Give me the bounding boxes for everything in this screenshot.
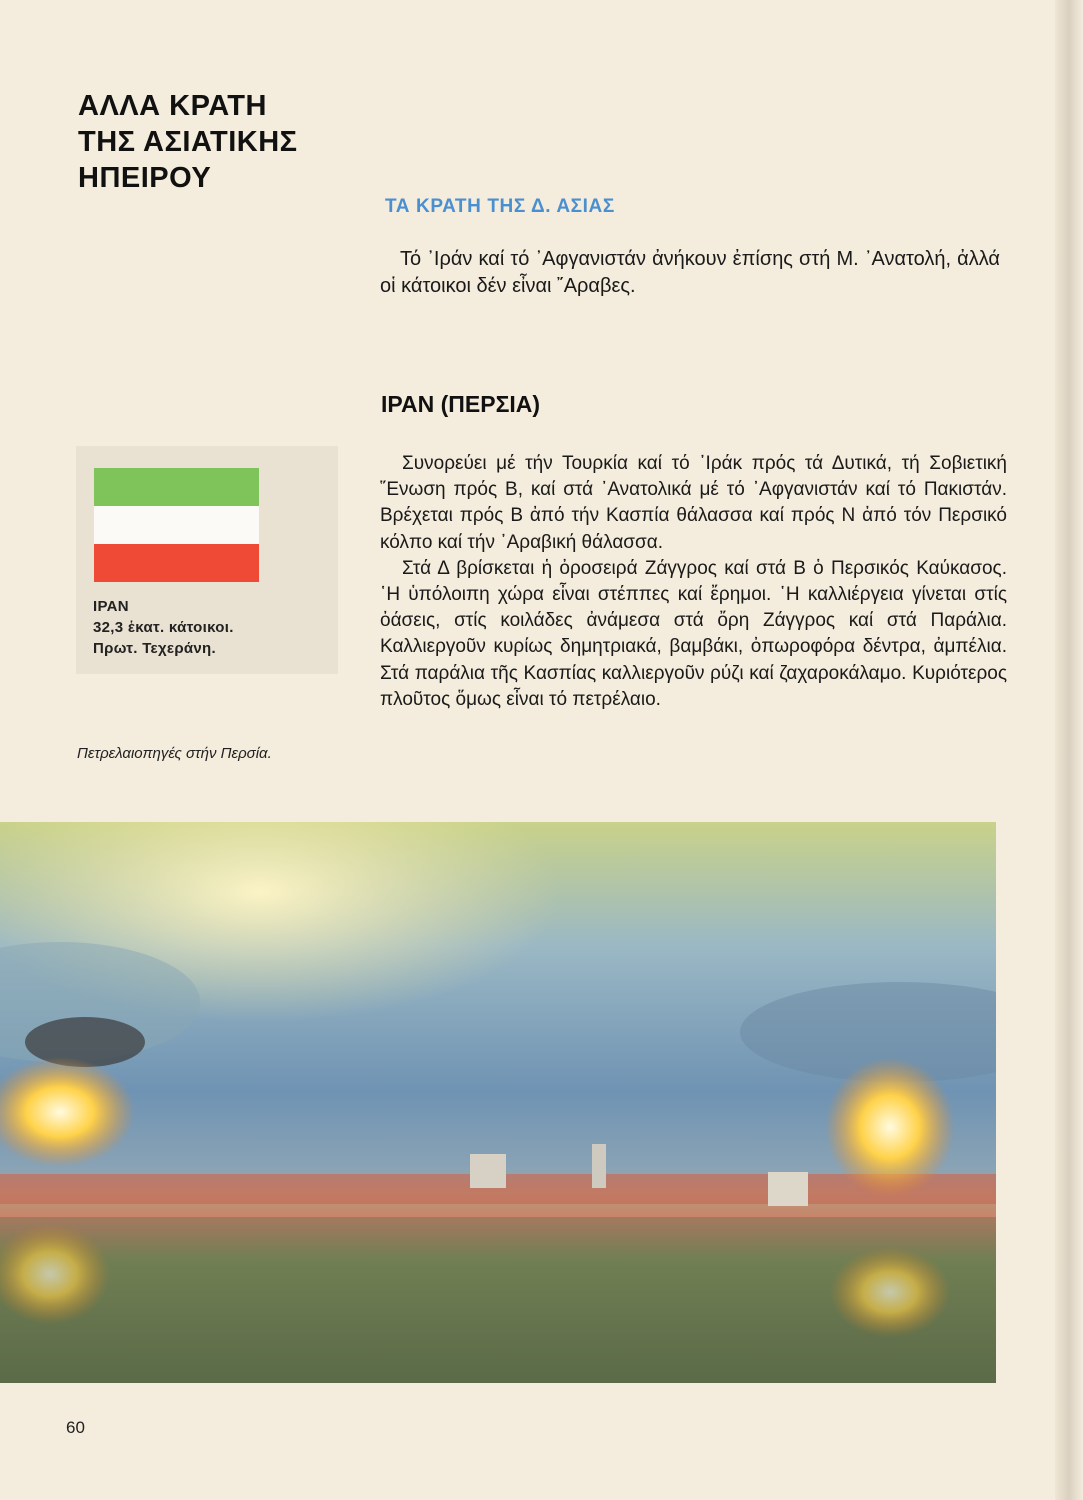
country-capital: Πρωτ. Τεχεράνη. [93,640,216,657]
storage-tank-2 [768,1172,808,1206]
page-number: 60 [66,1418,85,1437]
country-heading: ΙΡΑΝ (ΠΕΡΣΙΑ) [381,391,541,417]
gas-flare-left [0,1057,135,1167]
water-foreground [0,1217,996,1383]
flag-stripe-green [94,468,259,506]
iran-flag [94,468,259,582]
flag-stripe-white [94,506,259,544]
photo-illustration [0,822,996,1383]
photo-caption: Πετρελαιοπηγές στήν Περσία. [77,745,272,762]
body-text [380,451,1007,713]
page-edge [1055,0,1083,1500]
tower [592,1144,606,1188]
gas-flare-right [825,1057,955,1197]
flag-info-box [76,446,338,674]
country-name: ΙΡΑΝ [93,598,129,615]
oil-fields-photo [0,822,996,1383]
section-heading: ΤΑ ΚΡΑΤΗ ΤΗΣ Δ. ΑΣΙΑΣ [385,196,615,217]
country-population: 32,3 ἑκατ. κάτοικοι. [93,619,234,636]
flag-stripe-red [94,544,259,582]
paragraph-borders: Συνορεύει μέ τήν Τουρκία καί τό ᾿Ιράκ πρός τά Δυτικά, τή Σοβιετική ῞Ενωση πρός Β, καί στά ᾿Ανατολικά μέ τό ᾿Αφγανιστάν καί τό Πακιστάν. Βρέχεται πρός Β ἀπό τήν Κασπία θάλασσα καί πρός Ν ἀπό τόν Περσικό κόλπο καί τήν ᾿Αραβική θάλασσα. [380,453,1007,553]
storage-tank-1 [470,1154,506,1188]
page-title: ΑΛΛΑ ΚΡΑΤΗ ΤΗΣ ΑΣΙΑΤΙΚΗΣ ΗΠΕΙΡΟΥ [78,90,298,194]
paragraph-geography: Στά Δ βρίσκεται ἡ ὀροσειρά Ζάγγρος καί στά Β ὁ Περσικός Καύκασος. ῾Η ὑπόλοιπη χώρα εἶναι στέππες καί ἔρημοι. ῾Η καλλιέργεια γίνεται στίς ὀάσεις, στίς κοιλάδες ἀνάμεσα στά ὄρη Ζάγγρος καί στά Παράλια. Καλλιεργοῦν κυρίως δημητριακά, βαμβάκι, ὀπωροφόρα δέντρα, ἀμπέλια. Στά παράλια τῆς Κασπίας καλλιεργοῦν ρύζι καί ζαχαροκάλαμο. Κυριότερος πλοῦτος ὅμως εἶναι τό πετρέλαιο. [380,557,1007,710]
country-facts [93,596,234,659]
intro-paragraph: Τό ᾿Ιράν καί τό ᾿Αφγανιστάν ἀνήκουν ἐπίσης στή Μ. ᾿Ανατολή, ἀλλά οἱ κάτοικοι δέν εἶναι ῎Αραβες. [380,248,1000,297]
